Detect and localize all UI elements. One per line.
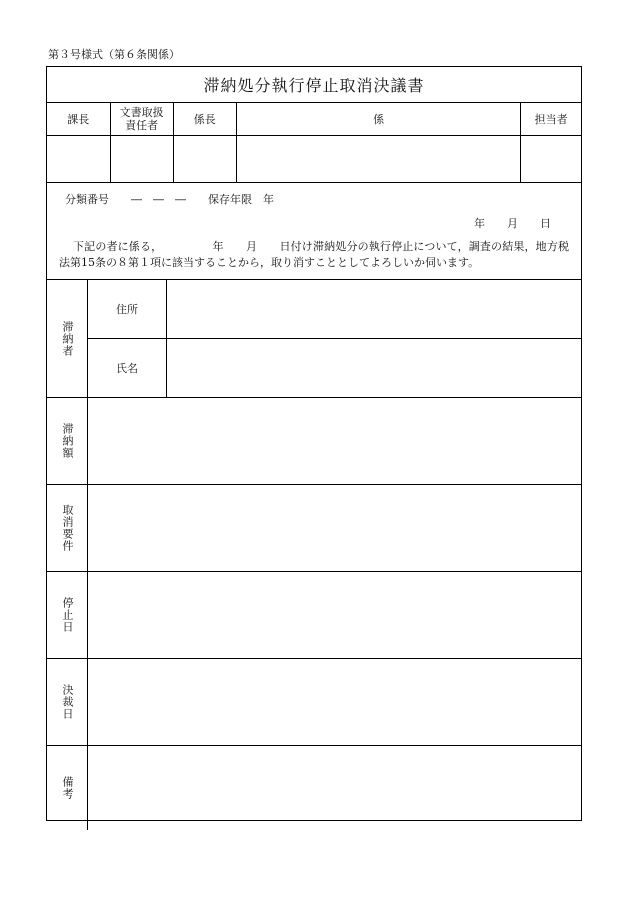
approval-header-bunsho-sekininsha: 文書取扱 責任者 bbox=[110, 103, 173, 136]
label-tainosha: 滞納者 bbox=[47, 280, 88, 397]
section-tainogaku bbox=[47, 398, 581, 485]
requirement-field[interactable] bbox=[88, 485, 581, 571]
amount-field[interactable] bbox=[88, 398, 581, 484]
form-number: 第３号様式（第６条関係） bbox=[48, 48, 180, 61]
decision-date-field[interactable] bbox=[88, 659, 581, 745]
stamp-box-kakari[interactable] bbox=[236, 136, 521, 183]
name-row bbox=[88, 338, 581, 397]
info-section bbox=[47, 183, 581, 280]
name-label: 氏名 bbox=[88, 339, 167, 397]
stamp-box-bunsho-sekininsha[interactable] bbox=[110, 136, 173, 183]
address-row bbox=[88, 280, 581, 338]
date-line: 年 月 日 bbox=[474, 217, 551, 230]
stamp-box-kacho[interactable] bbox=[47, 136, 110, 183]
document-title: 滞納処分執行停止取消決議書 bbox=[47, 67, 581, 103]
approval-header-kakaricho: 係長 bbox=[173, 103, 236, 136]
section-tainosha bbox=[47, 280, 581, 398]
label-kessaibi: 決裁日 bbox=[47, 659, 88, 745]
address-field[interactable] bbox=[167, 280, 581, 338]
section-biko bbox=[47, 746, 581, 830]
approval-header-kacho: 課長 bbox=[47, 103, 110, 136]
address-label: 住所 bbox=[88, 280, 167, 338]
section-torikeshi-yoken bbox=[47, 485, 581, 572]
section-kessaibi bbox=[47, 659, 581, 746]
section-teishibi bbox=[47, 572, 581, 659]
remarks-field[interactable] bbox=[88, 746, 581, 830]
request-text: 下記の者に係る， 年 月 日付け滞納処分の執行停止について，調査の結果，地方税法第15条の８第１項に該当することから，取り消すこととしてよろしいか伺います。 bbox=[59, 240, 569, 269]
label-biko: 備考 bbox=[47, 746, 88, 830]
approval-header-kakari: 係 bbox=[236, 103, 521, 136]
label-teishibi: 停止日 bbox=[47, 572, 88, 658]
form-frame bbox=[46, 66, 582, 821]
label-tainogaku: 滞納額 bbox=[47, 398, 88, 484]
approval-header-tantosha: 担当者 bbox=[521, 103, 581, 136]
stop-date-field[interactable] bbox=[88, 572, 581, 658]
stamp-box-kakaricho[interactable] bbox=[173, 136, 236, 183]
stamp-box-tantosha[interactable] bbox=[521, 136, 581, 183]
classification-line: 分類番号 ― ― ― 保存年限 年 bbox=[65, 193, 274, 206]
label-torikeshi-yoken: 取消要件 bbox=[47, 485, 88, 571]
name-field[interactable] bbox=[167, 339, 581, 397]
approval-table bbox=[47, 103, 581, 183]
